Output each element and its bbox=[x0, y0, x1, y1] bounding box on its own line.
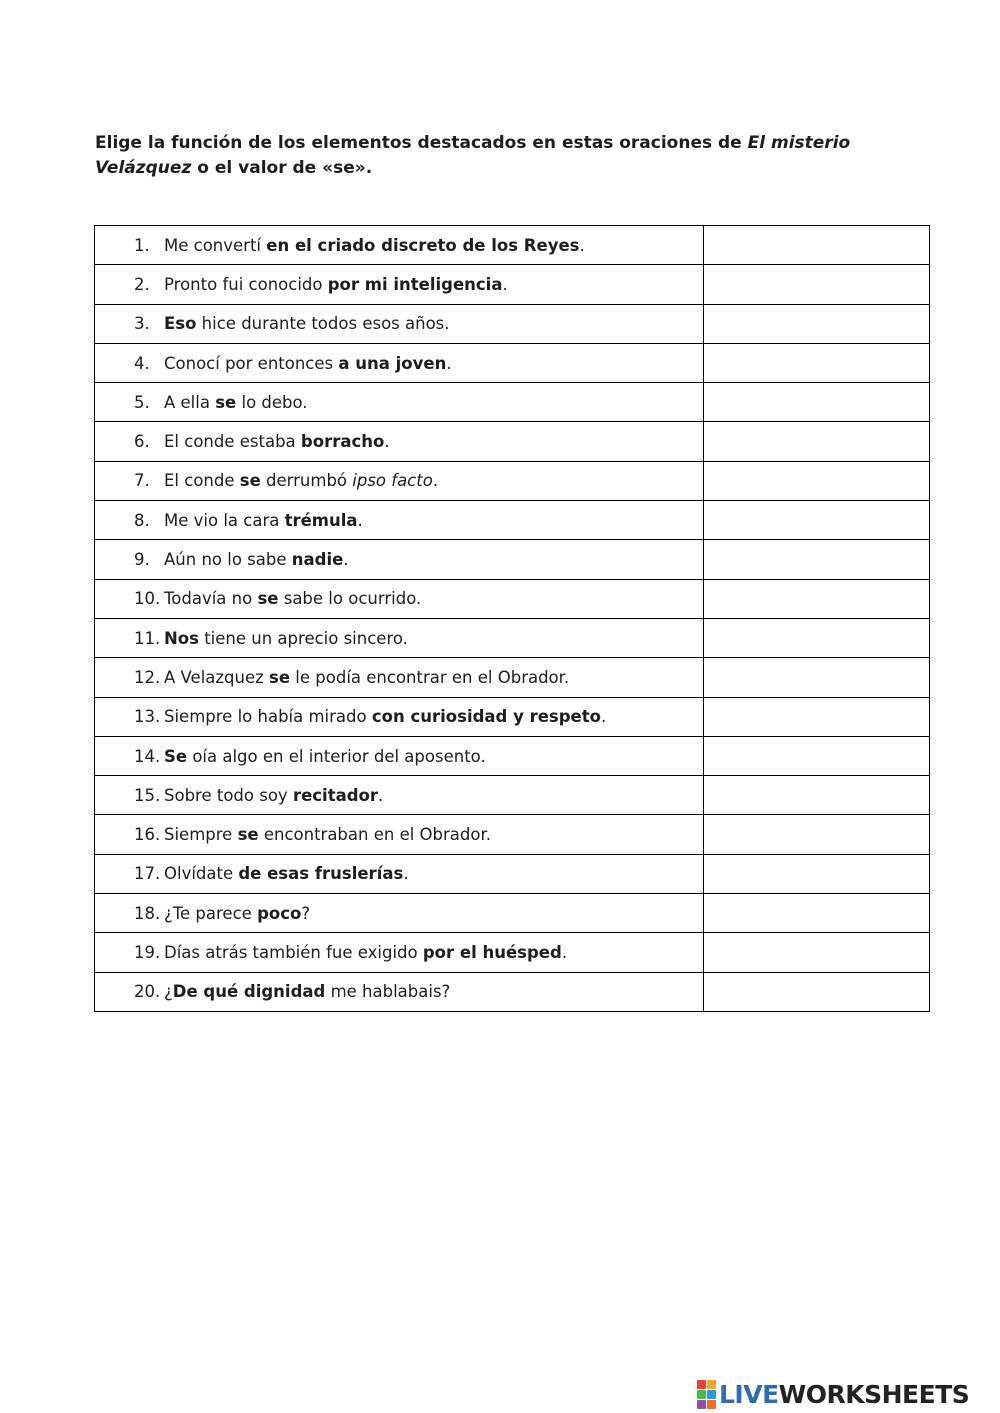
question-cell bbox=[95, 383, 704, 422]
answer-cell-5[interactable] bbox=[703, 383, 929, 422]
answer-cell-3[interactable] bbox=[703, 304, 929, 343]
question-sentence: Nos tiene un aprecio sincero. bbox=[164, 628, 408, 648]
liveworksheets-logo-icon bbox=[697, 1380, 716, 1409]
question-cell bbox=[95, 933, 704, 972]
answer-cell-1[interactable] bbox=[703, 226, 929, 265]
question-cell bbox=[95, 736, 704, 775]
answer-cell-20[interactable] bbox=[703, 972, 929, 1011]
table-row bbox=[95, 697, 930, 736]
exercise-table bbox=[94, 225, 930, 1012]
question-cell bbox=[95, 501, 704, 540]
answer-cell-11[interactable] bbox=[703, 618, 929, 657]
logo-square bbox=[697, 1380, 706, 1389]
question-cell bbox=[95, 972, 704, 1011]
question-cell bbox=[95, 579, 704, 618]
question-sentence: Siempre lo había mirado con curiosidad y respeto. bbox=[164, 707, 607, 727]
question-number: 14. bbox=[134, 746, 161, 766]
table-row bbox=[95, 501, 930, 540]
question-sentence: Eso hice durante todos esos años. bbox=[164, 314, 450, 334]
question-number: 11. bbox=[134, 628, 161, 648]
answer-cell-14[interactable] bbox=[703, 736, 929, 775]
answer-cell-7[interactable] bbox=[703, 461, 929, 500]
answer-cell-13[interactable] bbox=[703, 697, 929, 736]
logo-square bbox=[697, 1390, 706, 1399]
question-number: 15. bbox=[134, 785, 161, 805]
question-sentence: Me convertí en el criado discreto de los Reyes. bbox=[164, 235, 585, 255]
question-sentence: Sobre todo soy recitador. bbox=[164, 785, 384, 805]
table-row bbox=[95, 343, 930, 382]
answer-cell-16[interactable] bbox=[703, 815, 929, 854]
table-row bbox=[95, 461, 930, 500]
question-number: 16. bbox=[134, 825, 161, 845]
question-number: 6. bbox=[134, 432, 150, 452]
question-number: 1. bbox=[134, 235, 150, 255]
question-number: 5. bbox=[134, 392, 150, 412]
question-cell bbox=[95, 540, 704, 579]
question-sentence: ¿De qué dignidad me hablabais? bbox=[164, 982, 451, 1002]
question-number: 2. bbox=[134, 274, 150, 294]
instructions-text: Elige la función de los elementos destacados en estas oraciones de El misterio Velázquez o el valor de «se». bbox=[95, 133, 851, 178]
answer-cell-4[interactable] bbox=[703, 343, 929, 382]
answer-cell-18[interactable] bbox=[703, 894, 929, 933]
question-cell bbox=[95, 776, 704, 815]
answer-cell-2[interactable] bbox=[703, 265, 929, 304]
question-cell bbox=[95, 265, 704, 304]
table-row bbox=[95, 422, 930, 461]
question-cell bbox=[95, 618, 704, 657]
table-row bbox=[95, 972, 930, 1011]
answer-cell-8[interactable] bbox=[703, 501, 929, 540]
table-row bbox=[95, 736, 930, 775]
question-cell bbox=[95, 854, 704, 893]
table-row bbox=[95, 933, 930, 972]
logo-square bbox=[697, 1400, 706, 1409]
answer-cell-10[interactable] bbox=[703, 579, 929, 618]
question-number: 13. bbox=[134, 707, 161, 727]
question-cell bbox=[95, 343, 704, 382]
question-number: 18. bbox=[134, 903, 161, 923]
question-number: 9. bbox=[134, 550, 150, 570]
question-number: 4. bbox=[134, 353, 150, 373]
answer-cell-12[interactable] bbox=[703, 658, 929, 697]
table-row bbox=[95, 776, 930, 815]
table-row bbox=[95, 304, 930, 343]
question-sentence: Conocí por entonces a una joven. bbox=[164, 353, 452, 373]
question-number: 7. bbox=[134, 471, 150, 491]
question-sentence: Pronto fui conocido por mi inteligencia. bbox=[164, 274, 508, 294]
answer-cell-6[interactable] bbox=[703, 422, 929, 461]
table-row bbox=[95, 226, 930, 265]
question-sentence: A ella se lo debo. bbox=[164, 392, 308, 412]
table-row bbox=[95, 579, 930, 618]
answer-cell-9[interactable] bbox=[703, 540, 929, 579]
liveworksheets-logo bbox=[697, 1378, 969, 1410]
question-cell bbox=[95, 226, 704, 265]
table-row bbox=[95, 383, 930, 422]
question-sentence: Olvídate de esas fruslerías. bbox=[164, 864, 409, 884]
question-sentence: Días atrás también fue exigido por el huésped. bbox=[164, 942, 568, 962]
logo-square bbox=[707, 1400, 716, 1409]
table-row bbox=[95, 618, 930, 657]
question-sentence: Siempre se encontraban en el Obrador. bbox=[164, 825, 491, 845]
table-row bbox=[95, 854, 930, 893]
table-row bbox=[95, 815, 930, 854]
question-cell bbox=[95, 461, 704, 500]
logo-text-rest: WORKSHEETS bbox=[778, 1379, 970, 1409]
question-sentence: A Velazquez se le podía encontrar en el Obrador. bbox=[164, 667, 570, 687]
question-cell bbox=[95, 422, 704, 461]
question-sentence: El conde estaba borracho. bbox=[164, 432, 390, 452]
question-sentence: Todavía no se sabe lo ocurrido. bbox=[164, 589, 422, 609]
question-cell bbox=[95, 815, 704, 854]
question-number: 8. bbox=[134, 510, 150, 530]
logo-square bbox=[707, 1380, 716, 1389]
table-row bbox=[95, 894, 930, 933]
question-cell bbox=[95, 658, 704, 697]
question-number: 20. bbox=[134, 982, 161, 1002]
question-number: 12. bbox=[134, 667, 161, 687]
question-number: 19. bbox=[134, 942, 161, 962]
answer-cell-15[interactable] bbox=[703, 776, 929, 815]
question-sentence: Aún no lo sabe nadie. bbox=[164, 550, 349, 570]
question-sentence: Se oía algo en el interior del aposento. bbox=[164, 746, 486, 766]
question-sentence: Me vio la cara trémula. bbox=[164, 510, 363, 530]
answer-cell-17[interactable] bbox=[703, 854, 929, 893]
question-cell bbox=[95, 304, 704, 343]
question-sentence: ¿Te parece poco? bbox=[164, 903, 311, 923]
logo-text-lead: LIVE bbox=[719, 1379, 779, 1409]
table-row bbox=[95, 540, 930, 579]
table-row bbox=[95, 658, 930, 697]
answer-cell-19[interactable] bbox=[703, 933, 929, 972]
question-cell bbox=[95, 697, 704, 736]
question-sentence: El conde se derrumbó ipso facto. bbox=[164, 471, 439, 491]
question-number: 10. bbox=[134, 589, 161, 609]
question-number: 17. bbox=[134, 864, 161, 884]
question-number: 3. bbox=[134, 314, 150, 334]
question-cell bbox=[95, 894, 704, 933]
table-row bbox=[95, 265, 930, 304]
logo-square bbox=[707, 1390, 716, 1399]
